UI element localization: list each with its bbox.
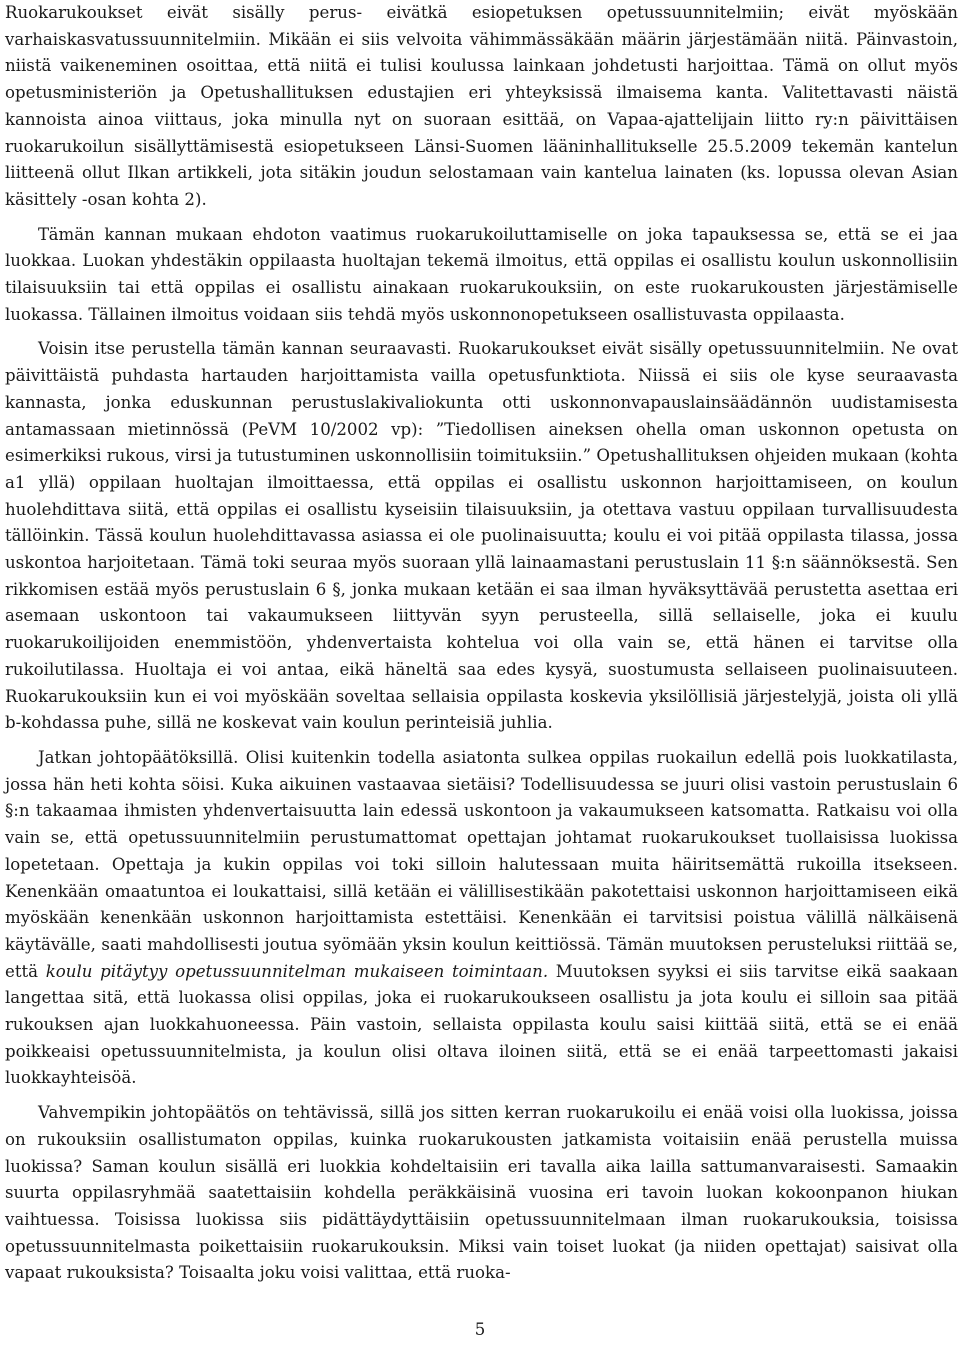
paragraph-2-text: Tämän kannan mukaan ehdoton vaatimus ruokarukoiluttamiselle on joka tapauksessa se, että se ei jaa luokkaa. Luokan yhdestäkin oppilaasta huoltajan tekemä ilmoitus, että oppilas ei osallistu koulun uskonnollisiin tilaisuuksiin tai että oppilas ei osallistu ainakaan ruokarukouksiin, on este ruokarukousten järjestämiselle luokassa. Tällainen ilmoitus voidaan siis tehdä myös uskonnonopetukseen osallistuvasta oppilaasta. (5, 224, 958, 324)
document-page (5, 0, 958, 1287)
paragraph-3-text: Voisin itse perustella tämän kannan seuraavasti. Ruokarukoukset eivät sisälly opetussuunnitelmiin. Ne ovat päivittäistä puhdasta hartauden harjoittamista vailla opetusfunktiota. Niissä ei siis ole kyse seuraavasta kannasta, jonka eduskunnan perustuslakivaliokunta otti uskonnonvapauslainsäädännön uudistamisesta antamassaan mietinnössä (PeVM 10/2002 vp): ”Tiedollisen aineksen ohella oman uskonnon opetusta on esimerkiksi rukous, virsi ja tutustuminen uskonnollisiin toimituksiin.” Opetushallituksen ohjeiden mukaan (kohta a1 yllä) oppilaan huoltajan ilmoittaessa, että oppilas ei osallistu uskonnon harjoittamiseen, on koulun huolehdittava siitä, että oppilas ei osallistu kyseisiin tilaisuuksiin, ja otettava vastuu oppilaan turvallisuudesta tällöinkin. Tässä koulun huolehdittavassa asiassa ei ole puolinaisuutta; koulu ei voi pitää oppilasta tilassa, jossa uskontoa harjoitetaan. Tämä toki seuraa myös suoraan yllä lainaamastani perustuslain 11 §:n säännöksestä. Sen rikkomisen estää myös perustuslain 6 §, jonka mukaan ketään ei saa ilman hyväksyttävää perustetta asettaa eri asemaan uskontoon tai vakaumukseen liittyvän syyn perusteella, sillä sellaiselle, joka ei kuulu ruokarukoilijoiden enemmistöön, yhdenvertaista kohtelua voi olla vain se, että hänen ei tarvitse olla rukoilutilassa. Huoltaja ei voi antaa, eikä häneltä saa edes kysyä, suostumusta sellaiseen puolinaisuuteen. Ruokarukouksiin kun ei voi myöskään soveltaa sellaisia oppilasta koskevia yksilöllisiä järjestelyjä, joista oli yllä b-kohdassa puhe, sillä ne koskevat vain koulun perinteisiä juhlia. (5, 339, 958, 733)
paragraph-4-text-a: Jatkan johtopäätöksillä. Olisi kuitenkin todella asiatonta sulkea oppilas ruokailun edellä pois luokkatilasta, jossa hän heti kohta söisi. Kuka aikuinen vastaavaa sietäisi? Todellisuudessa se juuri olisi vastoin perustuslain 6 §:n takaamaa ihmisten yhdenvertaisuutta lain edessä uskontoon ja vakaumukseen katsomatta. Ratkaisu voi olla vain se, että opetussuunnitelmiin perustumattomat opettajan johtamat ruokarukoukset tuollaisissa luokissa lopetetaan. Opettaja ja kukin oppilas voi toki silloin halutessaan muita häiritsemättä rukoilla itsekseen. Kenenkään omaatuntoa ei loukattaisi, sillä ketään ei välillisestikään pakotettaisi uskonnon harjoittamiseen eikä myöskään kenenkään uskonnon harjoittamista estettäisi. Kenenkään ei tarvitsisi poistua välillä nälkäisenä käytävälle, saati mahdollisesti joutua syömään yksin koulun keittiössä. Tämän muutoksen perusteluksi riittää se, että (5, 747, 958, 981)
paragraph-4 (5, 745, 958, 1092)
paragraph-1 (5, 0, 958, 214)
paragraph-5 (5, 1100, 958, 1287)
paragraph-4-emphasis: koulu pitäytyy opetussuunnitelman mukaiseen toimintaan. (45, 961, 549, 981)
page-number: 5 (474, 1320, 486, 1339)
paragraph-5-text: Vahvempikin johtopäätös on tehtävissä, sillä jos sitten kerran ruokarukoilu ei enää voisi olla luokissa, joissa on rukouksiin osallistumaton oppilas, kuinka ruokarukousten jatkamista voitaisiin enää perustella muissa luokissa? Saman koulun sisällä eri luokkia kohdeltaisiin eri tavalla aika lailla sattumanvaraisesti. Samaakin suurta oppilasryhmää saatettaisiin kohdella peräkkäisinä vuosina eri tavoin luokan kokoonpanon hiukan vaihtuessa. Toisissa luokissa siis pidättäydyttäisiin opetussuunnitelmaan ilman ruokarukouksia, toisissa opetussuunnitelmasta poikettaisiin ruokarukouksin. Miksi vain toiset luokat (ja niiden opettajat) saisivat olla vapaat rukouksista? Toisaalta joku voisi valittaa, että ruoka- (5, 1103, 958, 1283)
paragraph-2 (5, 222, 958, 329)
paragraph-3 (5, 336, 958, 737)
paragraph-4-text-b: Muutoksen syyksi ei siis tarvitse eikä saakaan langettaa sitä, että luokassa olisi oppilas, joka ei ruokarukoukseen osallistu ja jota koulu ei silloin saa pitää rukouksen ajan luokkahuoneessa. Päin vastoin, sellaista oppilasta koulu saisi kiittää siitä, että se ei enää poikkeaisi opetussuunnitelmista, ja koulun olisi oltava iloinen siitä, että se ei enää tarpeettomasti jakaisi luokkayhteisöä. (5, 961, 958, 1088)
paragraph-1-text: Ruokarukoukset eivät sisälly perus- eivätkä esiopetuksen opetussuunnitelmiin; eivät myöskään varhaiskasvatussuunnitelmiin. Mikään ei siis velvoita vähimmässäkään määrin järjestämään niitä. Päinvastoin, niistä vaikeneminen osoittaa, että niitä ei tulisi koulussa lainkaan johdetusti harjoittaa. Tämä on ollut myös opetusministeriön ja Opetushallituksen edustajien eri yhteyksissä ilmaisema kanta. Valitettavasti näistä kannoista ainoa viittaus, joka minulla nyt on suoraan esittää, on Vapaa-ajattelijain liitto ry:n päivittäisen ruokarukoilun sisällyttämisestä esiopetukseen Länsi-Suomen lääninhallitukselle 25.5.2009 tekemän kantelun liitteenä ollut Ilkan artikkeli, jota sitäkin joudun selostamaan vain kantelua lainaten (ks. lopussa olevan Asian käsittely -osan kohta 2). (5, 3, 958, 209)
